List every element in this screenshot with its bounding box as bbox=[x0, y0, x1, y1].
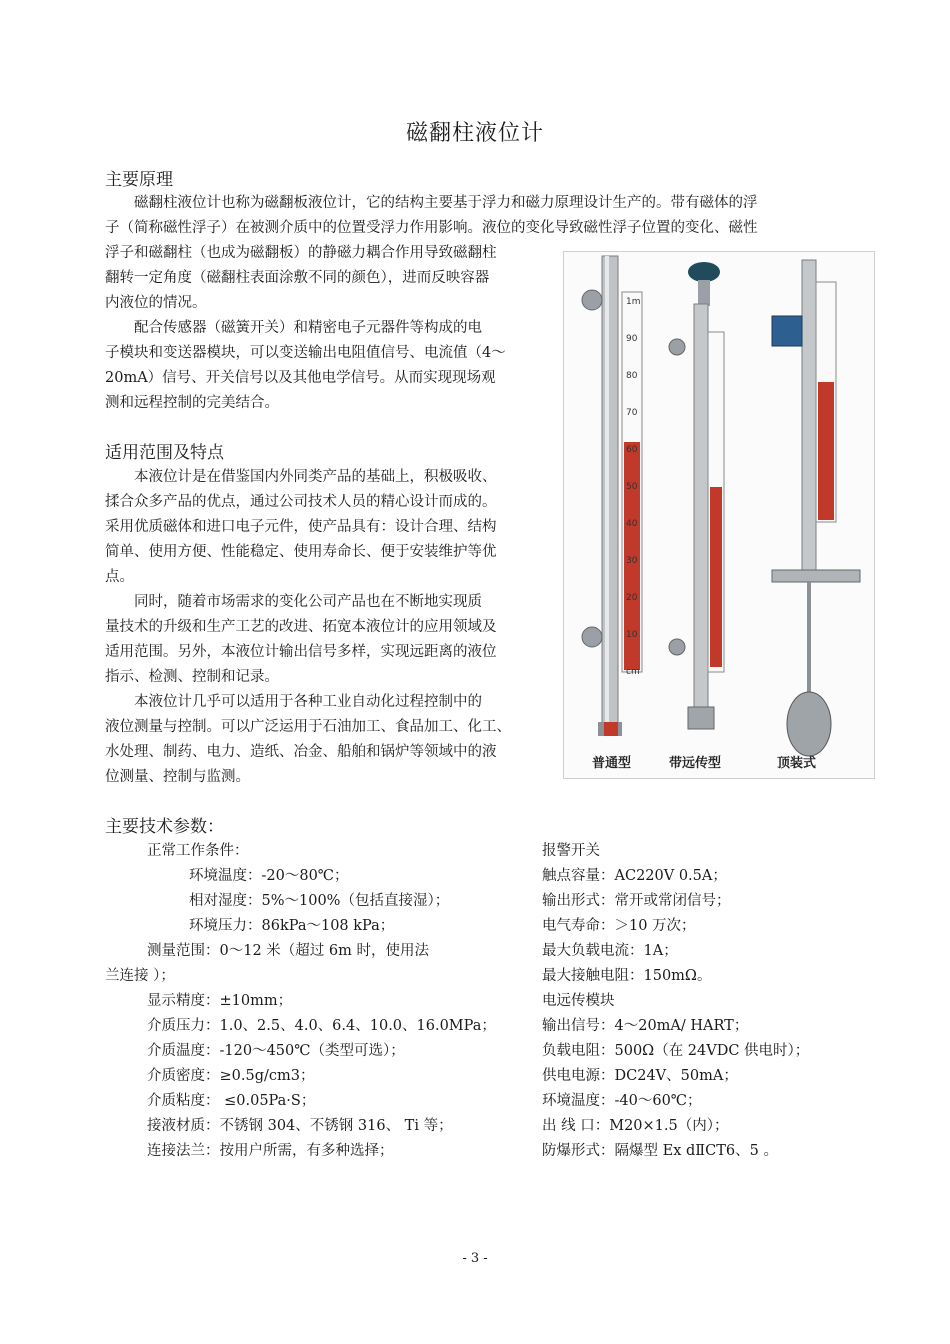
paragraph-line: 量技术的升级和生产工艺的改进、拓宽本液位计的应用领域及 bbox=[105, 619, 497, 635]
caption-remote: 带远传型 bbox=[669, 756, 722, 771]
parameter-line: 输出形式：常开或常闭信号； bbox=[542, 893, 731, 909]
parameter-line: 供电电源：DC24V、50mA； bbox=[542, 1068, 738, 1084]
section-heading-parameters: 主要技术参数： bbox=[105, 817, 224, 837]
parameter-line: 最大接触电阻：150mΩ。 bbox=[542, 968, 712, 984]
scale-label: 70 bbox=[626, 408, 638, 418]
paragraph-line: 子（简称磁性浮子）在被测介质中的位置受浮力作用影响。液位的变化导致磁性浮子位置的变化、磁性 bbox=[105, 220, 758, 236]
gauge-top-mounted bbox=[772, 260, 860, 756]
parameter-line: 连接法兰：按用户所需，有多种选择； bbox=[147, 1143, 394, 1159]
parameter-line: 报警开关 bbox=[542, 843, 600, 859]
parameter-line: 防爆形式：隔爆型 Ex dⅡCT6、5 。 bbox=[542, 1143, 778, 1159]
paragraph-line: 揉合众多产品的优点，通过公司技术人员的精心设计而成的。 bbox=[105, 494, 497, 510]
parameter-line: 电远传模块 bbox=[542, 993, 615, 1009]
parameter-line: 电气寿命：＞10 万次； bbox=[542, 918, 696, 934]
paragraph-line: 位测量、控制与监测。 bbox=[105, 769, 250, 785]
paragraph-line: 内液位的情况。 bbox=[105, 295, 207, 311]
parameter-line: 环境温度：-40～60℃； bbox=[542, 1093, 702, 1109]
caption-standard: 普通型 bbox=[592, 756, 632, 771]
paragraph-line: 液位测量与控制。可以广泛运用于石油加工、食品加工、化工、 bbox=[105, 719, 511, 735]
parameter-line: 正常工作条件： bbox=[147, 843, 249, 859]
paragraph-line: 采用优质磁体和进口电子元件，使产品具有：设计合理、结构 bbox=[105, 519, 497, 535]
parameter-line: 介质密度：≥0.5g/cm3； bbox=[147, 1068, 315, 1084]
paragraph-line: 20mA）信号、开关信号以及其他电学信号。从而实现现场观 bbox=[105, 370, 496, 386]
level-gauge-illustration bbox=[564, 252, 874, 778]
parameter-line: 兰连接 ）； bbox=[105, 968, 175, 984]
scale-label: 80 bbox=[626, 371, 638, 381]
parameter-line: 出 线 口：M20×1.5（内）； bbox=[542, 1118, 729, 1134]
paragraph-line: 简单、使用方便、性能稳定、使用寿命长、便于安装维护等优 bbox=[105, 544, 497, 560]
parameter-line: 环境压力：86kPa～108 kPa； bbox=[189, 918, 395, 934]
parameter-line: 相对湿度：5%～100%（包括直接湿）； bbox=[189, 893, 450, 909]
section-heading-scope: 适用范围及特点 bbox=[105, 443, 224, 463]
gauge-remote bbox=[669, 262, 724, 729]
scale-label: 10 bbox=[626, 630, 638, 640]
scale-label: 1m bbox=[626, 297, 641, 307]
parameter-line: 介质粘度： ≤0.05Pa·S； bbox=[147, 1093, 316, 1109]
paragraph-line: 水处理、制药、电力、造纸、冶金、船舶和锅炉等领域中的液 bbox=[105, 744, 497, 760]
parameter-line: 显示精度：±10mm； bbox=[147, 993, 293, 1009]
parameter-line: 介质压力：1.0、2.5、4.0、6.4、10.0、16.0MPa； bbox=[147, 1018, 496, 1034]
section-heading-principle: 主要原理 bbox=[105, 170, 173, 190]
parameter-line: 负载电阻：500Ω（在 24VDC 供电时）； bbox=[542, 1043, 810, 1059]
gauge-standard bbox=[582, 256, 642, 736]
page-number: - 3 - bbox=[462, 1251, 488, 1266]
paragraph-line: 浮子和磁翻柱（也成为磁翻板）的静磁力耦合作用导致磁翻柱 bbox=[105, 245, 497, 261]
parameter-line: 测量范围：0～12 米（超过 6m 时，使用法 bbox=[147, 943, 429, 959]
scale-label: 90 bbox=[626, 334, 638, 344]
paragraph-line: 子模块和变送器模块，可以变送输出电阻值信号、电流值（4～ bbox=[105, 345, 506, 361]
paragraph-line: 磁翻柱液位计也称为磁翻板液位计，它的结构主要基于浮力和磁力原理设计生产的。带有磁体的浮 bbox=[105, 195, 758, 211]
parameter-line: 环境温度：-20～80℃； bbox=[189, 868, 349, 884]
parameter-line: 触点容量：AC220V 0.5A； bbox=[542, 868, 727, 884]
parameter-line: 最大负载电流：1A； bbox=[542, 943, 678, 959]
paragraph-line: 适用范围。另外，本液位计输出信号多样，实现远距离的液位 bbox=[105, 644, 497, 660]
paragraph-line: 指示、检测、控制和记录。 bbox=[105, 669, 279, 685]
paragraph-line: 测和远程控制的完美结合。 bbox=[105, 395, 279, 411]
parameter-line: 介质温度：-120～450℃（类型可选）； bbox=[147, 1043, 405, 1059]
paragraph-line: 点。 bbox=[105, 569, 134, 585]
parameter-line: 接液材质：不锈钢 304、不锈钢 316、 Ti 等； bbox=[147, 1118, 453, 1134]
scale-label: 20 bbox=[626, 593, 638, 603]
caption-top-mounted: 顶装式 bbox=[777, 756, 817, 771]
scale-label: cm bbox=[626, 667, 640, 677]
scale-label: 30 bbox=[626, 556, 638, 566]
scale-label: 40 bbox=[626, 519, 638, 529]
paragraph-line: 翻转一定角度（磁翻柱表面涂敷不同的颜色），进而反映容器 bbox=[105, 270, 490, 286]
paragraph-line: 同时，随着市场需求的变化公司产品也在不断地实现质 bbox=[105, 594, 482, 610]
parameter-line: 输出信号：4～20mA/ HART； bbox=[542, 1018, 749, 1034]
scale-label: 50 bbox=[626, 482, 638, 492]
paragraph-line: 本液位计是在借鉴国内外同类产品的基础上，积极吸收、 bbox=[105, 469, 497, 485]
product-photo bbox=[563, 251, 875, 779]
scale-label: 60 bbox=[626, 445, 638, 455]
paragraph-line: 本液位计几乎可以适用于各种工业自动化过程控制中的 bbox=[105, 694, 482, 710]
paragraph-line: 配合传感器（磁簧开关）和精密电子元器件等构成的电 bbox=[105, 320, 482, 336]
page-title: 磁翻柱液位计 bbox=[405, 121, 544, 146]
